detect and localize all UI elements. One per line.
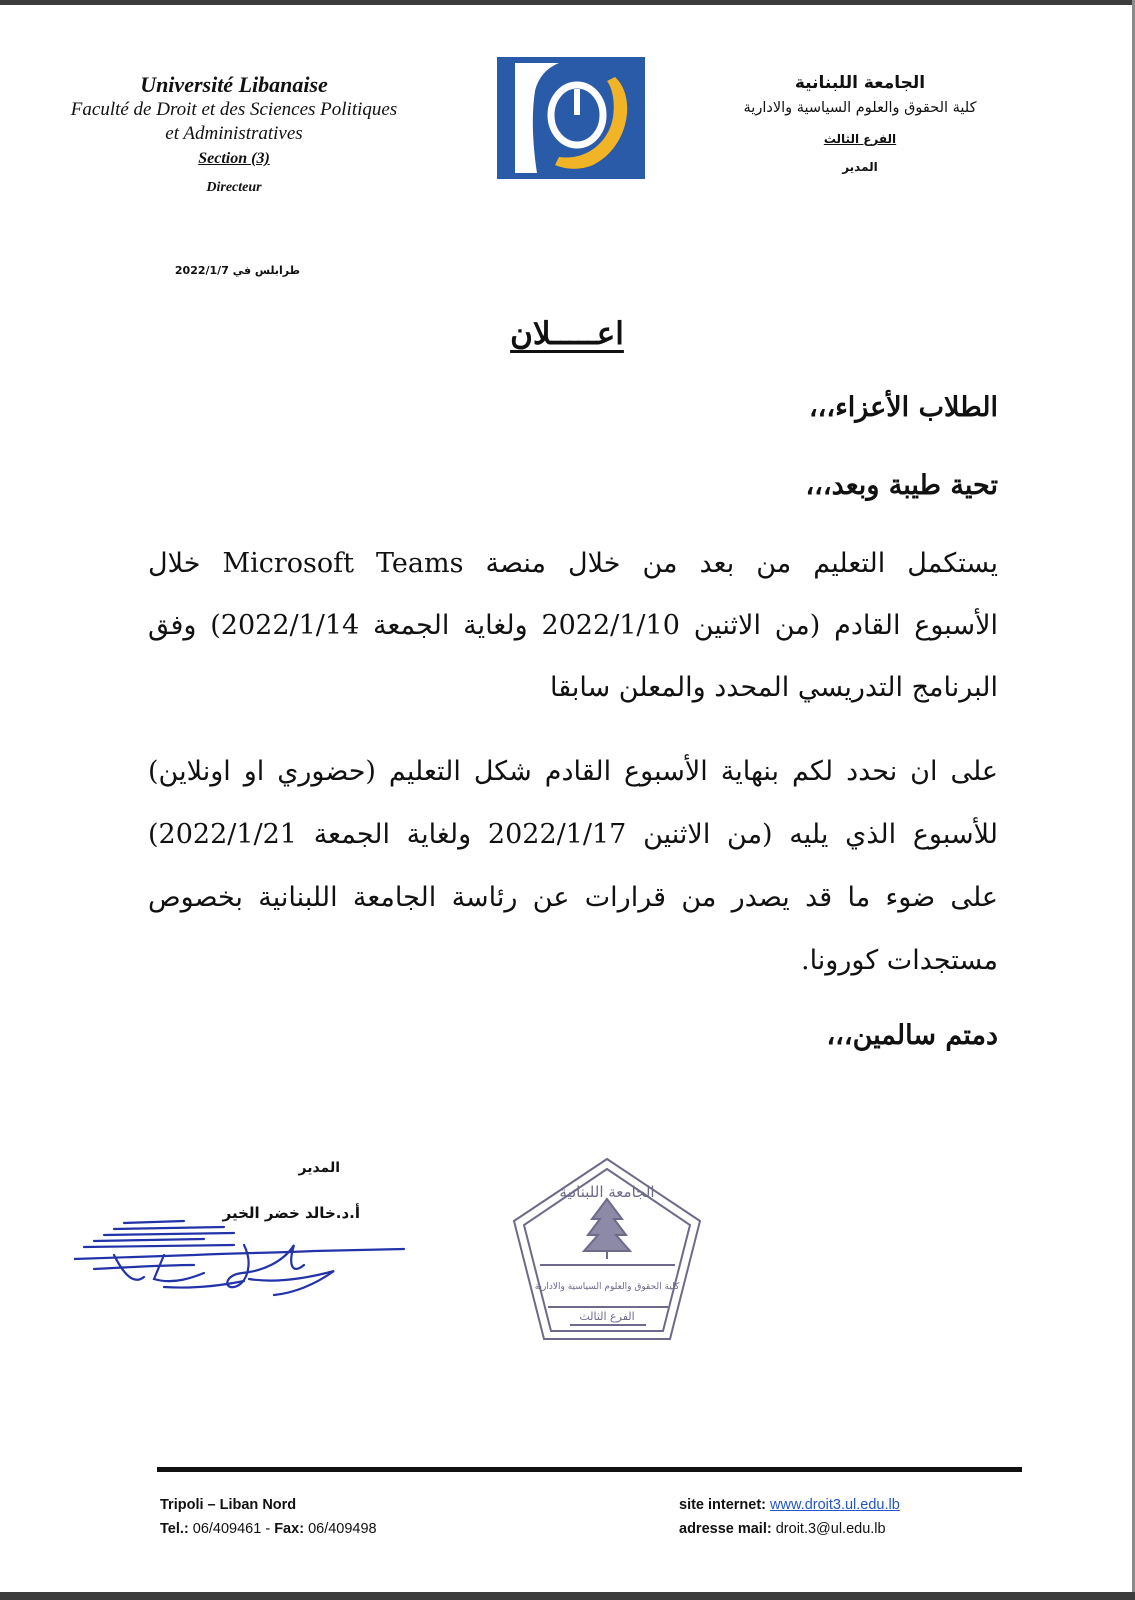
paragraph-2-line: على ان نحدد لكم بنهاية الأسبوع القادم شكل التعليم (حضوري او اونلاين)	[148, 756, 998, 787]
paragraph-1-line: يستكمل التعليم من بعد من خلال منصة Microsoft Teams خلال	[148, 548, 998, 579]
site-label: site internet:	[679, 1497, 767, 1513]
paragraph-2-line: مستجدات كورونا.	[800, 945, 998, 976]
signature-block	[200, 1160, 360, 1222]
paragraph-2-line: على ضوء ما قد يصدر من قرارات عن رئاسة الجامعة اللبنانية بخصوص	[148, 882, 998, 913]
signatory-name: أ.د.خالد خضر الخير	[222, 1204, 360, 1222]
footer-divider	[157, 1467, 1022, 1472]
tel-label: Tel.:	[160, 1521, 189, 1537]
footer-site	[679, 1493, 900, 1517]
stamp-text-middle: كلية الحقوق والعلوم السياسية والادارية	[534, 1282, 680, 1292]
document-date: طرابلس في 2022/1/7	[174, 264, 300, 277]
footer-mail	[679, 1517, 900, 1541]
salutation-students: الطلاب الأعزاء،،،	[808, 392, 998, 423]
mail-label: adresse mail:	[679, 1521, 772, 1537]
university-stamp-cedar-icon	[510, 1155, 705, 1345]
salutation-greeting: تحية طيبة وبعد،،،	[805, 470, 998, 501]
paragraph-1-line: البرنامج التدريسي المحدد والمعلن سابقا	[549, 672, 998, 703]
footer-online	[679, 1493, 900, 1541]
paragraph-2	[148, 754, 998, 979]
paragraph-1	[148, 546, 998, 706]
french-header	[24, 72, 444, 196]
stamp-text-top: الجامعة اللبنانية	[559, 1183, 655, 1201]
section-fr: Section (3)	[198, 150, 270, 167]
footer-phone-fax: Tel.: 06/409461 - Fax: 06/409498	[160, 1521, 377, 1537]
fax-label: Fax:	[274, 1521, 305, 1537]
arabic-header	[740, 70, 980, 174]
faculty-name-fr-line1: Faculté de Droit et des Sciences Politiques	[70, 99, 398, 120]
window-frame-bottom	[0, 1592, 1135, 1600]
signatory-title: المدير	[298, 1160, 340, 1176]
site-link[interactable]: www.droit3.ul.edu.lb	[770, 1497, 900, 1513]
handwritten-signature	[74, 1215, 444, 1305]
director-fr: Directeur	[206, 180, 262, 195]
director-ar: المدير	[842, 160, 878, 174]
faculty-name-fr-line2: et Administratives	[165, 123, 303, 144]
announcement-title-text: اعـــــلان	[510, 316, 624, 352]
university-name-fr: Université Libanaise	[140, 72, 328, 97]
fax-value: 06/409498	[308, 1521, 377, 1537]
faculty-name-ar: كلية الحقوق والعلوم السياسية والادارية	[743, 100, 977, 116]
stamp-text-bottom: الفرع الثالث	[579, 1310, 635, 1323]
university-name-ar: الجامعة اللبنانية	[794, 73, 926, 93]
window-frame-top	[0, 0, 1135, 5]
lebanese-university-logo	[497, 57, 645, 179]
announcement-title	[417, 316, 717, 352]
footer-city: Tripoli – Liban Nord	[160, 1497, 297, 1513]
tel-value: 06/409461	[192, 1521, 262, 1537]
mail-value: droit.3@ul.edu.lb	[775, 1521, 886, 1537]
paragraph-2-line: للأسبوع الذي يليه (من الاثنين 2022/1/17 ولغاية الجمعة 2022/1/21)	[148, 819, 998, 850]
closing: دمتم سالمين،،،	[826, 1020, 998, 1051]
section-ar: الفرع الثالث	[823, 132, 897, 146]
paragraph-1-line: الأسبوع القادم (من الاثنين 2022/1/10 ولغاية الجمعة 2022/1/14) وفق	[148, 610, 998, 641]
footer-contact	[160, 1493, 377, 1541]
